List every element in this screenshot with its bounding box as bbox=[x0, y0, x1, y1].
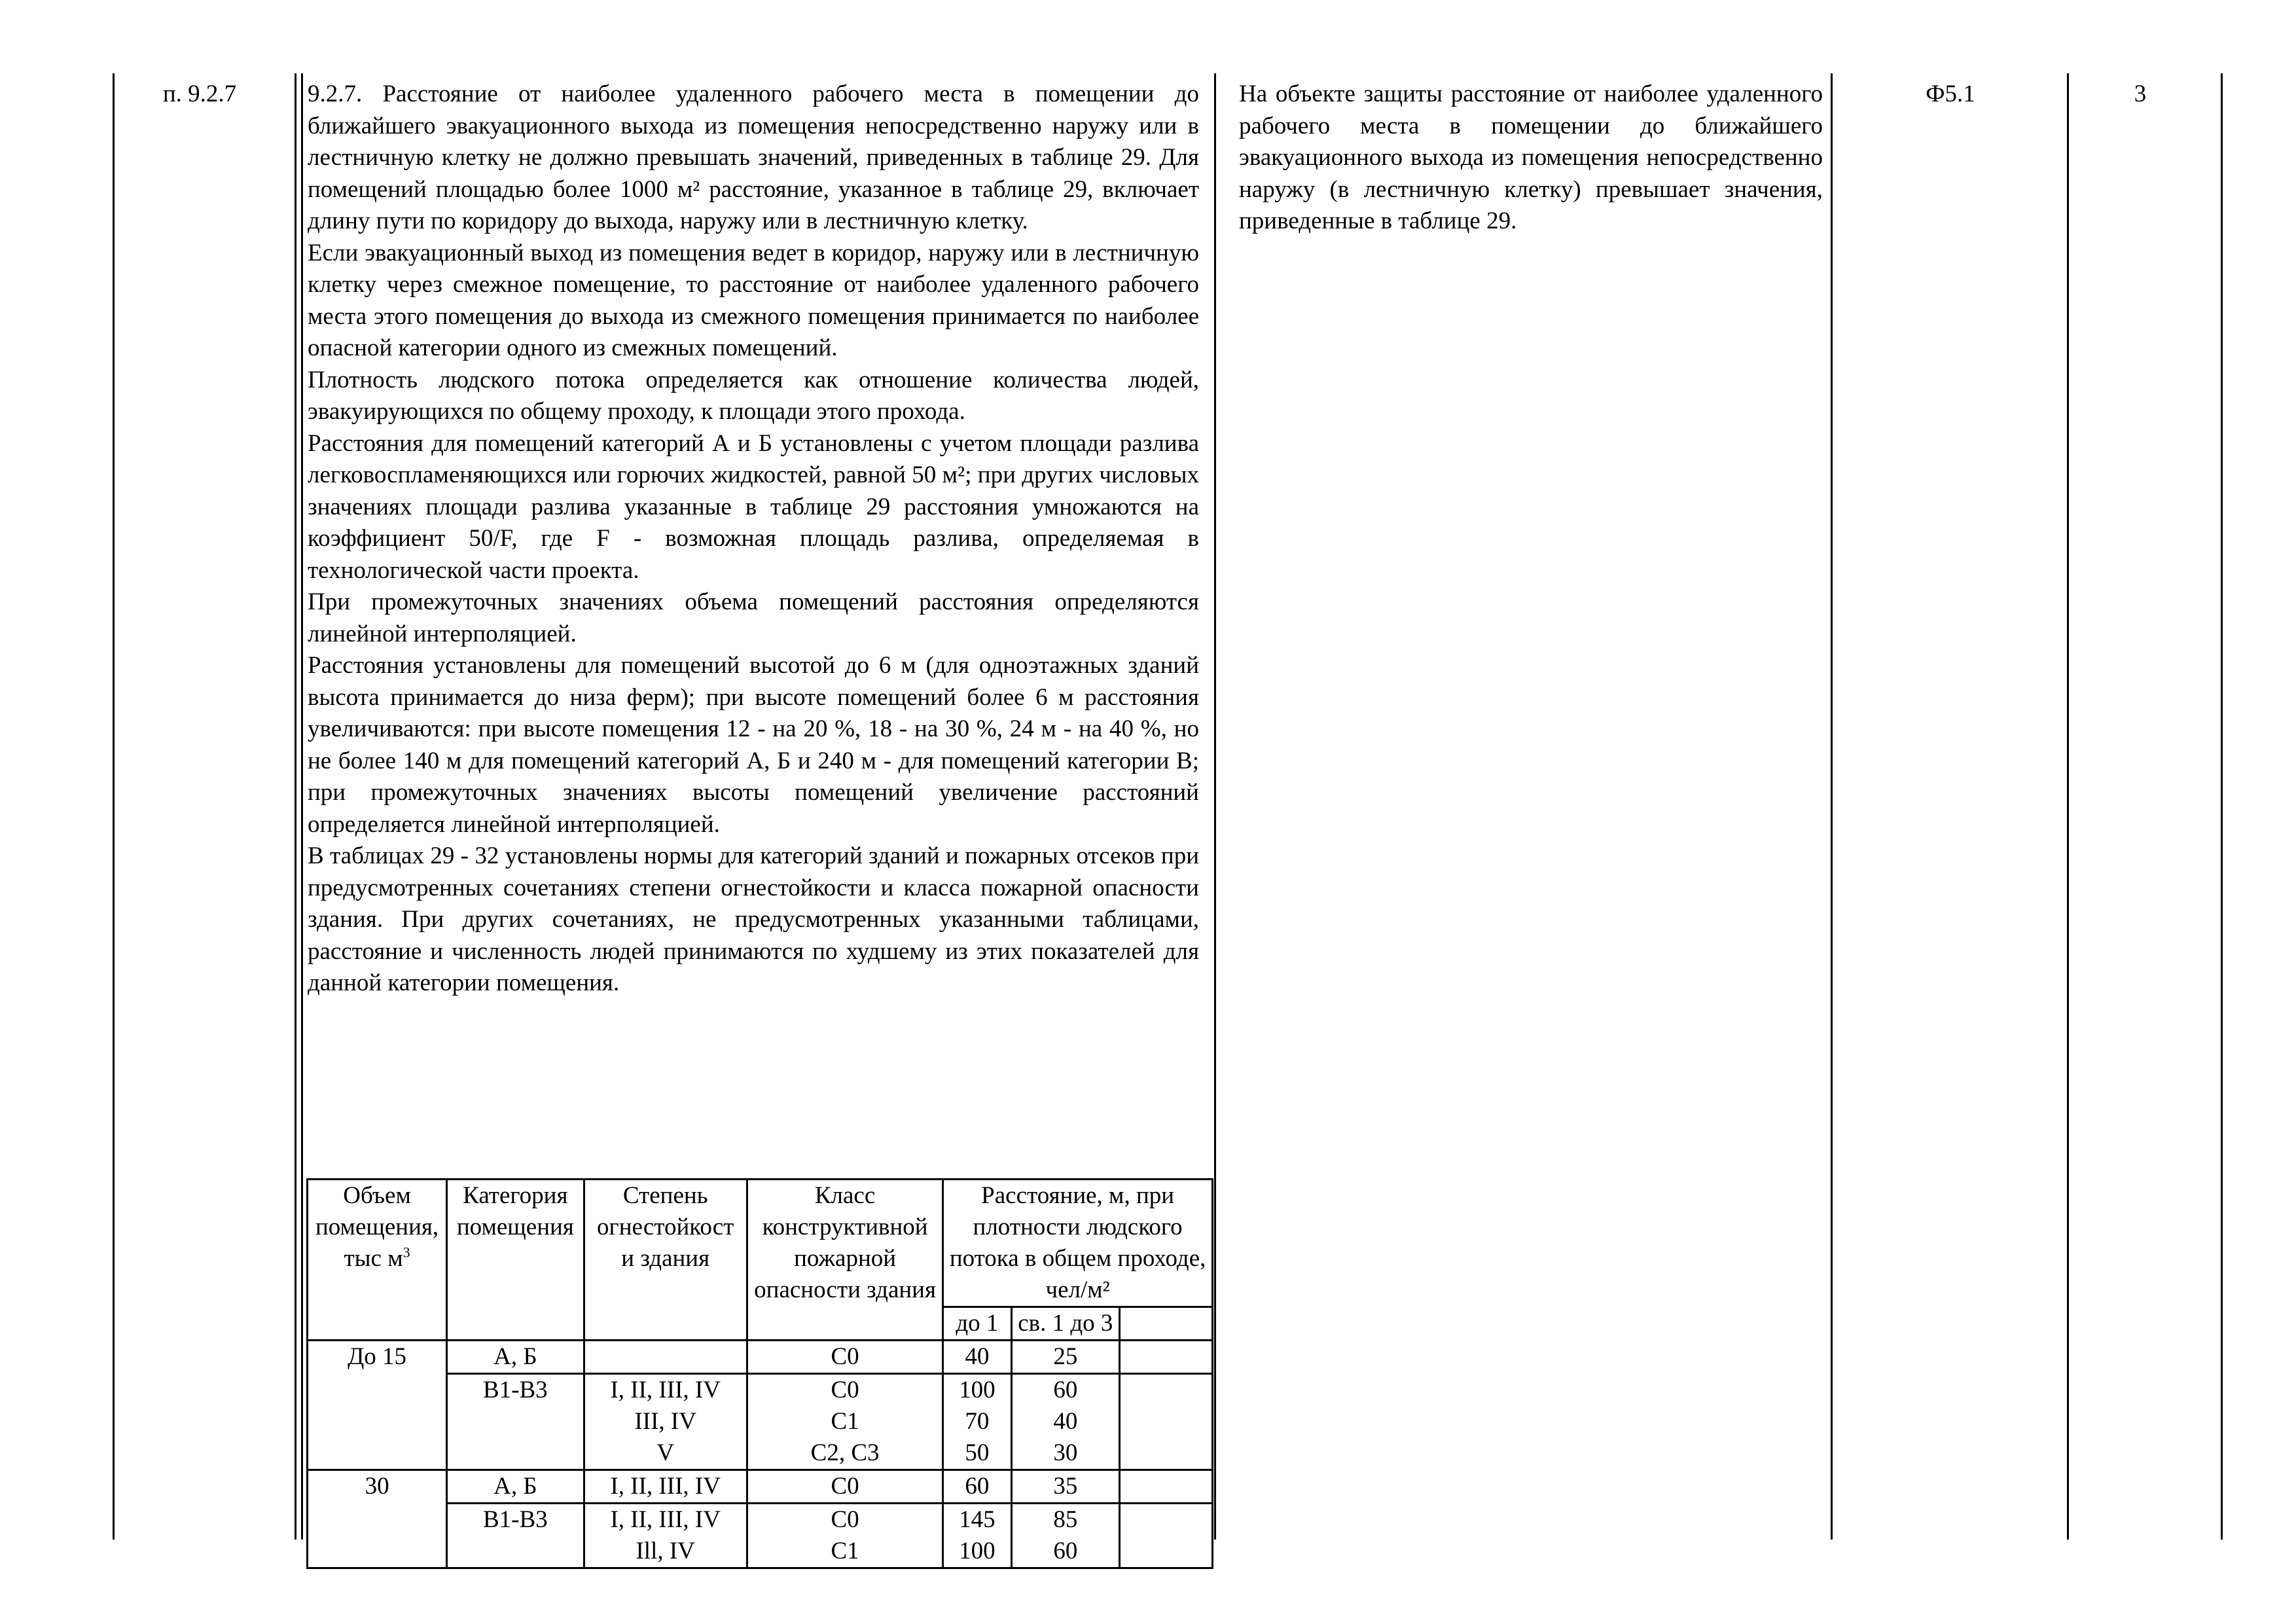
header-volume: Объем помещения, тыс $м^3$ bbox=[308, 1180, 447, 1341]
cell-d2: 25 bbox=[1011, 1341, 1120, 1374]
requirement-paragraph: Если эвакуационный выход из помещения ведет в коридор, наружу или в лестничную клетку через смежное помещение, то расстояние от наиболее удаленного рабочего места этого помещения до выхода из смежного помещения принимается по наиболее опасной категории одного из смежных помещений. bbox=[308, 239, 1199, 361]
cell-d1: 70 bbox=[943, 1406, 1011, 1437]
cell-resistance: I, II, III, IV bbox=[584, 1374, 747, 1407]
table-row bbox=[308, 1341, 1213, 1374]
table-row bbox=[308, 1437, 1213, 1470]
cell-d3 bbox=[1120, 1374, 1213, 1407]
violation-text: На объекте защиты расстояние от наиболее удаленного рабочего места в помещении до ближайшего эвакуационного выхода из помещения непосредственно наружу (в лестничную клетку) превышает значения, приведенные в таблице 29. bbox=[1239, 81, 1823, 234]
requirement-paragraph: Расстояния для помещений категорий А и Б установлены с учетом площади разлива легковоспламеняющихся или горючих жидкостей, равной 50 м²; при других числовых значениях площади разлива указанные в таблице 29 расстояния умножаются на коэффициент 50/F, где F - возможная площадь разлива, определяемая в технологической части проекта. bbox=[308, 429, 1199, 584]
cell-d1: 100 bbox=[943, 1536, 1011, 1568]
table-29 bbox=[306, 1178, 1213, 1564]
requirement-paragraph: При промежуточных значениях объема помещений расстояния определяются линейной интерполяцией. bbox=[308, 588, 1199, 647]
cell-d2: 35 bbox=[1011, 1470, 1120, 1504]
header-category: Категория помещения bbox=[447, 1180, 584, 1341]
cell-class: С1 bbox=[747, 1536, 942, 1568]
cell-category bbox=[447, 1536, 584, 1568]
cell-volume: До 15 bbox=[308, 1341, 447, 1374]
cell-volume bbox=[308, 1374, 447, 1407]
cell-resistance: Ill, IV bbox=[584, 1536, 747, 1568]
requirement-paragraph: 9.2.7. Расстояние от наиболее удаленного рабочего места в помещении до ближайшего эвакуационного выхода из помещения непосредственно наружу или в лестничную клетку не должно превышать значений, приведенных в таблице 29. Для помещений площадью более 1000 м² расстояние, указанное в таблице 29, включает длину пути по коридору до выхода, наружу или в лестничную клетку. bbox=[308, 81, 1199, 234]
column-border-6 bbox=[2067, 73, 2069, 1540]
cell-d3 bbox=[1120, 1470, 1213, 1504]
cell-class: С2, С3 bbox=[747, 1437, 942, 1470]
cell-class: С0 bbox=[747, 1504, 942, 1536]
cell-class: С0 bbox=[747, 1470, 942, 1504]
table-row bbox=[308, 1470, 1213, 1504]
cell-d1: 100 bbox=[943, 1374, 1011, 1407]
cell-d1: 145 bbox=[943, 1504, 1011, 1536]
cell-resistance: I, II, III, IV bbox=[584, 1470, 747, 1504]
table-row bbox=[308, 1504, 1213, 1536]
column-border-5 bbox=[1831, 73, 1833, 1540]
cell-volume bbox=[308, 1504, 447, 1536]
cell-d3 bbox=[1120, 1437, 1213, 1470]
cell-d1: 60 bbox=[943, 1470, 1011, 1504]
cell-volume bbox=[308, 1437, 447, 1470]
requirement-paragraph: В таблицах 29 - 32 установлены нормы для категорий зданий и пожарных отсеков при предусмотренных сочетаниях степени огнестойкости и класса пожарной опасности здания. При других сочетаниях, не предусмотренных указанными таблицами, расстояние и численность людей принимаются по худшему из этих показателей для данной категории помещения. bbox=[308, 842, 1199, 996]
cell-volume: 30 bbox=[308, 1470, 447, 1504]
requirement-paragraph: Плотность людского потока определяется как отношение количества людей, эвакуирующихся по общему проходу, к площади этого прохода. bbox=[308, 366, 1199, 425]
column-border-2 bbox=[295, 73, 296, 1540]
cell-class: С1 bbox=[747, 1406, 942, 1437]
cell-class: С0 bbox=[747, 1374, 942, 1407]
cell-category bbox=[447, 1437, 584, 1470]
column-border-7 bbox=[2221, 73, 2223, 1540]
cell-resistance: I, II, III, IV bbox=[584, 1504, 747, 1536]
violation-code: Ф5.1 bbox=[1926, 81, 1975, 107]
distance-table bbox=[306, 1178, 1213, 1569]
risk-score: 3 bbox=[2134, 81, 2147, 107]
cell-d1: 50 bbox=[943, 1437, 1011, 1470]
cell-volume bbox=[308, 1536, 447, 1568]
cell-d3 bbox=[1120, 1536, 1213, 1568]
cell-d2: 60 bbox=[1011, 1536, 1120, 1568]
cell-volume bbox=[308, 1406, 447, 1437]
cell-d3 bbox=[1120, 1504, 1213, 1536]
cell-d2: 40 bbox=[1011, 1406, 1120, 1437]
cell-class: С0 bbox=[747, 1341, 942, 1374]
column-border-1 bbox=[113, 73, 115, 1540]
header-distance: Расстояние, м, при плотности людского потока в общем проходе, чел/м² bbox=[943, 1180, 1213, 1307]
cell-d1: 40 bbox=[943, 1341, 1011, 1374]
subheader-over-1: св. 1 до 3 bbox=[1011, 1307, 1120, 1341]
cell-category bbox=[447, 1406, 584, 1437]
table-row bbox=[308, 1374, 1213, 1407]
table-row bbox=[308, 1536, 1213, 1568]
clause-reference: п. 9.2.7 bbox=[162, 81, 237, 107]
column-border-3 bbox=[301, 73, 303, 1540]
header-fire-resistance: Степень огнестойкост и здания bbox=[584, 1180, 747, 1341]
cell-resistance: V bbox=[584, 1437, 747, 1470]
subheader-up-to-1: до 1 bbox=[943, 1307, 1011, 1341]
cell-category: В1-В3 bbox=[447, 1504, 584, 1536]
cell-resistance: III, IV bbox=[584, 1406, 747, 1437]
cell-category: А, Б bbox=[447, 1470, 584, 1504]
cell-category: А, Б bbox=[447, 1341, 584, 1374]
table-header-row bbox=[308, 1180, 1213, 1307]
cell-d2: 60 bbox=[1011, 1374, 1120, 1407]
table-row bbox=[308, 1406, 1213, 1437]
cell-d3 bbox=[1120, 1341, 1213, 1374]
requirement-text bbox=[308, 79, 1199, 1000]
cell-d2: 85 bbox=[1011, 1504, 1120, 1536]
cell-d2: 30 bbox=[1011, 1437, 1120, 1470]
subheader-extra bbox=[1120, 1307, 1213, 1341]
header-class: Класс конструктивной пожарной опасности здания bbox=[747, 1180, 942, 1341]
cell-resistance bbox=[584, 1341, 747, 1374]
cell-category: В1-В3 bbox=[447, 1374, 584, 1407]
cell-d3 bbox=[1120, 1406, 1213, 1437]
requirement-paragraph: Расстояния установлены для помещений высотой до 6 м (для одноэтажных зданий высота принимается до низа ферм); при высоте помещений более 6 м расстояния увеличиваются: при высоте помещения 12 - на 20 %, 18 - на 30 %, 24 м - на 40 %, но не более 140 м для помещений категорий А, Б и 240 м - для помещений категории В; при промежуточных значениях высоты помещений увеличение расстояний определяется линейной интерполяцией. bbox=[308, 652, 1199, 838]
column-border-4 bbox=[1214, 73, 1216, 1540]
